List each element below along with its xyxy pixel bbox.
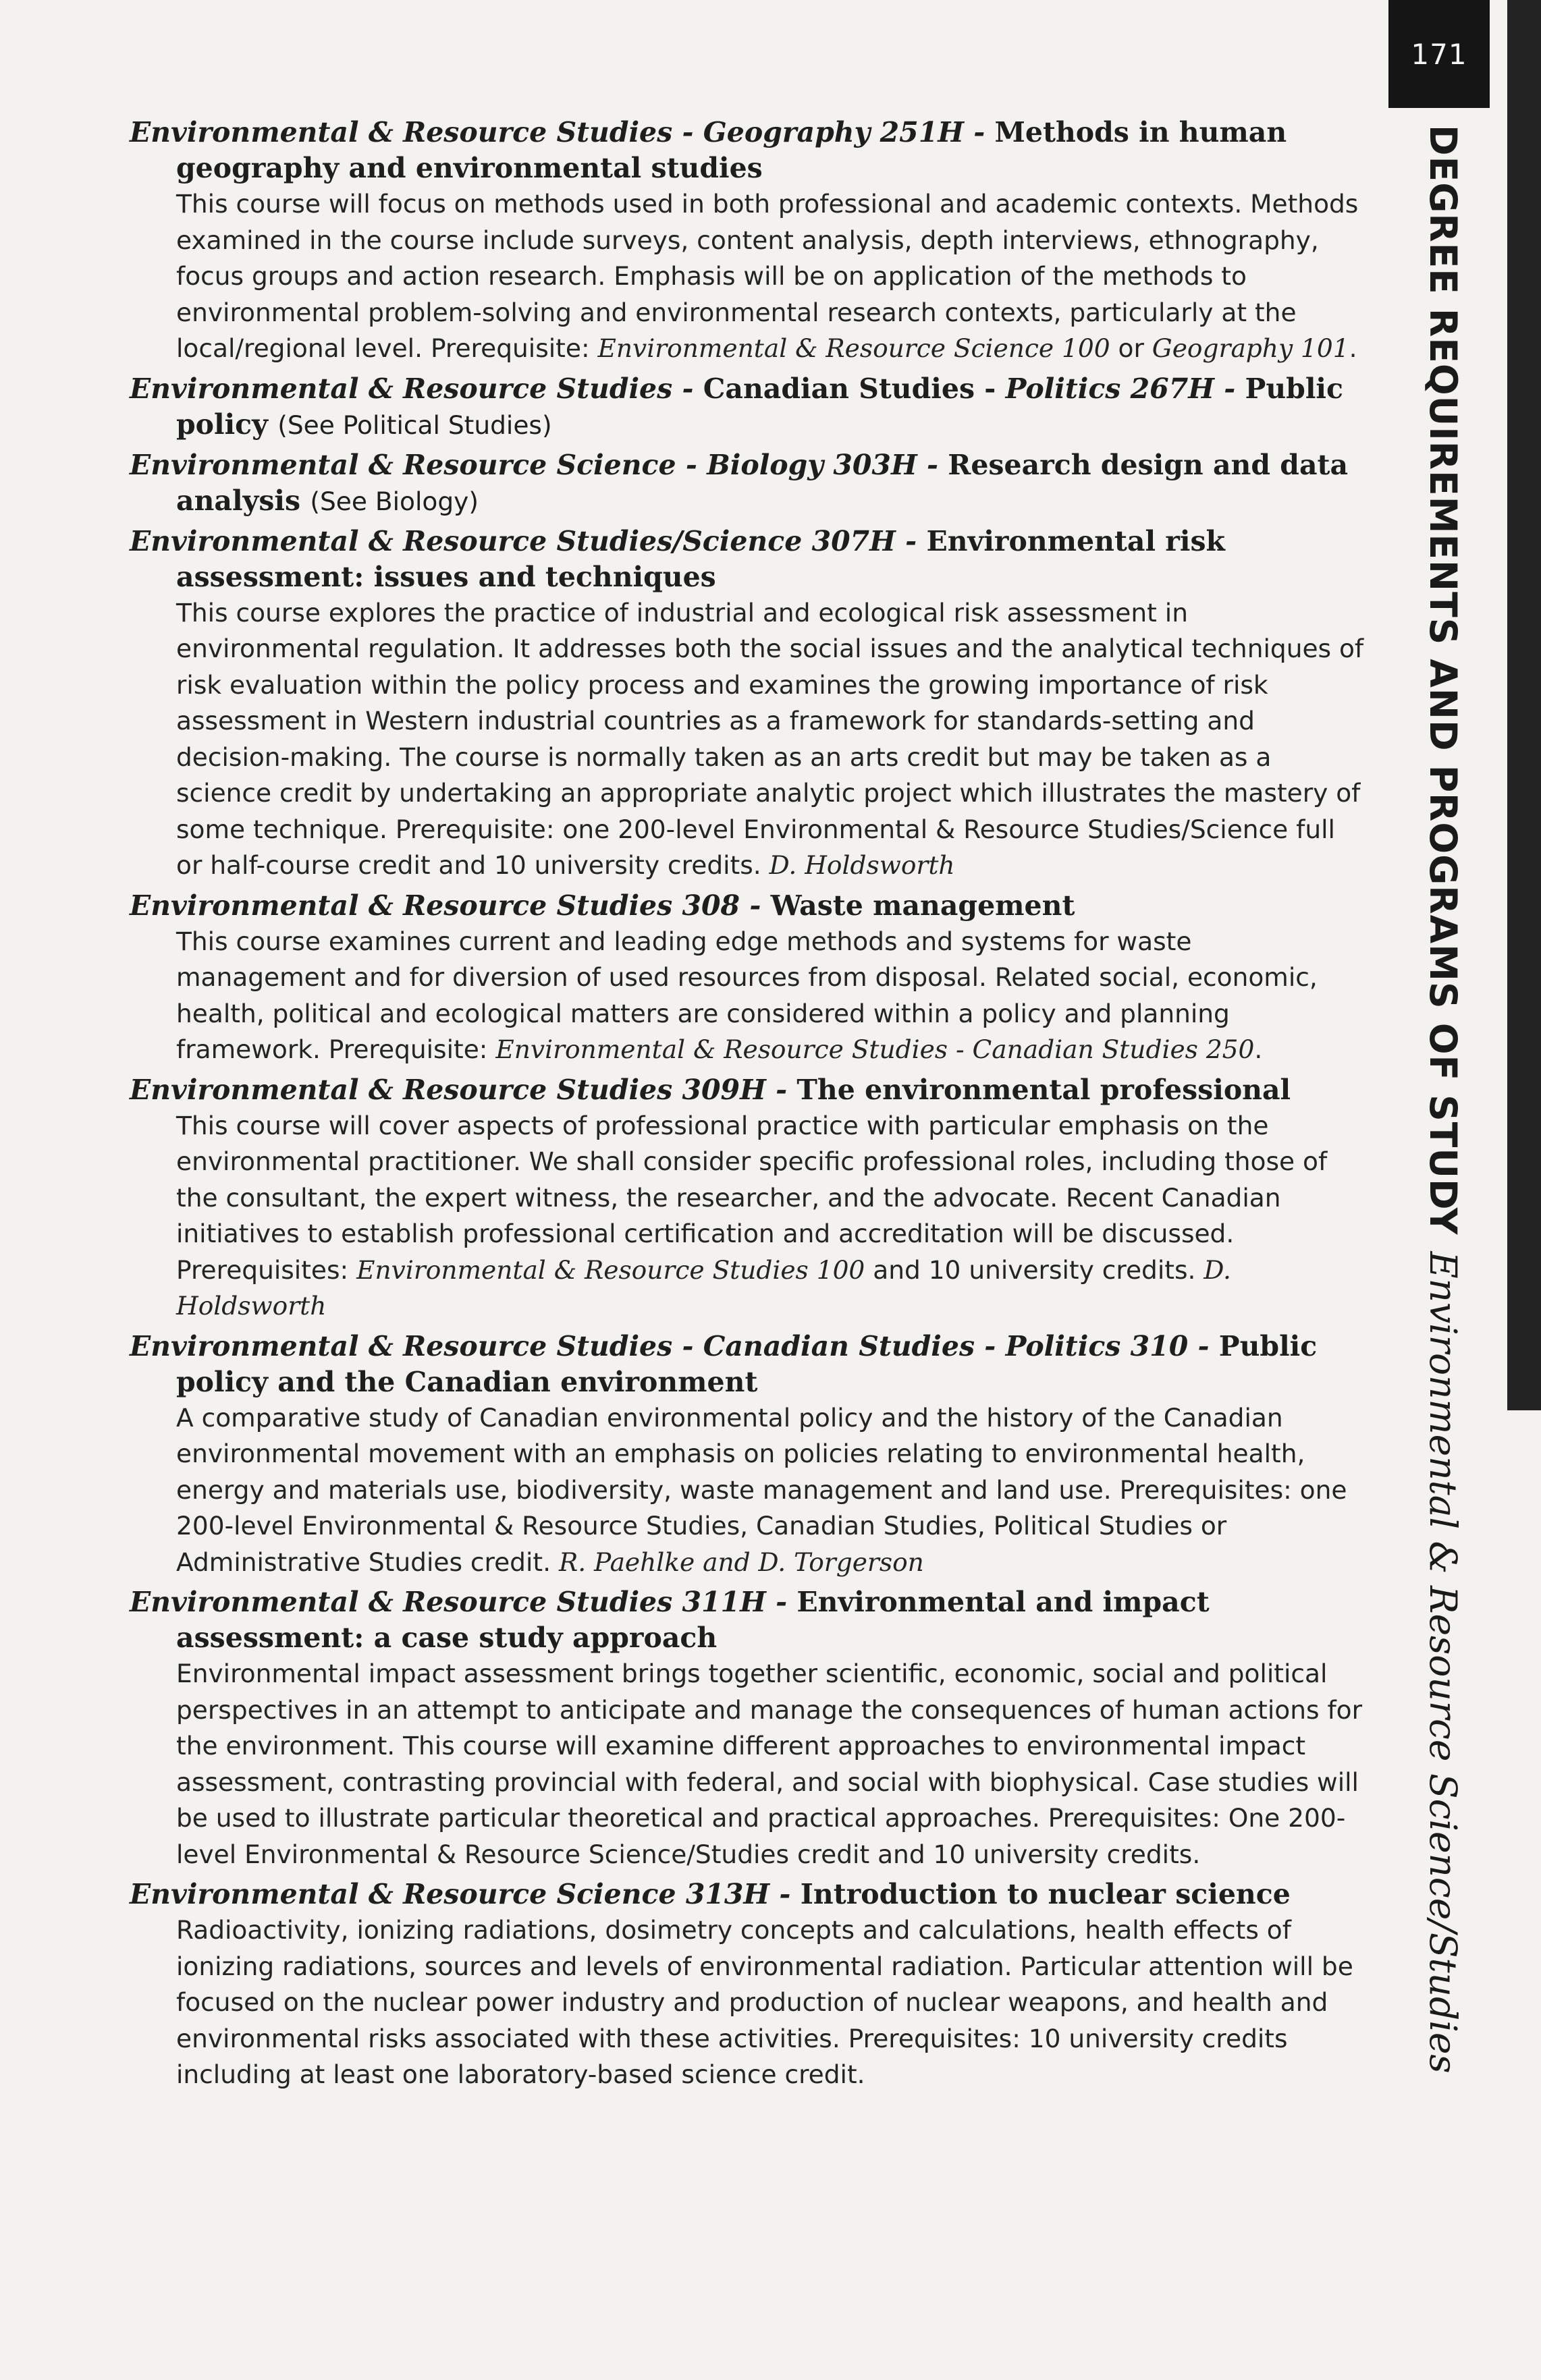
course-entry: [130, 115, 1365, 367]
course-description: [130, 1108, 1365, 1325]
course-title: The environmental professional: [796, 1073, 1291, 1106]
course-heading: [130, 1584, 1365, 1656]
course-entry: [130, 888, 1365, 1068]
see-reference: (See Biology): [310, 486, 479, 516]
course-heading: [130, 371, 1365, 443]
description-italic: Geography 101: [1152, 333, 1349, 363]
description-text: .: [1349, 333, 1357, 363]
course-code: Environmental & Resource Studies 311H -: [130, 1586, 797, 1618]
description-text: or: [1110, 333, 1152, 363]
course-code: Environmental & Resource Science 313H -: [130, 1878, 801, 1910]
course-description: [130, 595, 1365, 884]
page-number: 171: [1411, 37, 1467, 71]
course-title: Public policy and the Canadian environment: [176, 1329, 1318, 1398]
course-entry: [130, 524, 1365, 884]
course-title: Public policy: [176, 372, 1343, 441]
description-italic: Environmental & Resource Science 100: [597, 333, 1110, 363]
running-head-text: [1422, 125, 1465, 2074]
course-heading: [130, 888, 1365, 924]
course-entry: [130, 447, 1365, 520]
description-text: This course explores the practice of industrial and ecological risk assessment in environmental regulation. It addresses both the social issues and the analytical techniques of risk evaluation within the policy process and examines the growing importance of risk assessment in Western industrial countries as a framework for standards-setting and decision-making. The course is normally taken as an arts credit but may be taken as a science credit by undertaking an appropriate analytic project which illustrates the mastery of some technique. Prerequisite: one 200-level Environmental & Resource Studies/Science full or half-course credit and 10 university credits.: [176, 597, 1364, 880]
description-text: This course examines current and leading edge methods and systems for waste management and for diversion of used resources from disposal. Related social, economic, health, political and ecological matters are considered within a policy and planning framework. Prerequisite:: [176, 926, 1318, 1064]
description-italic: Environmental & Resource Studies - Canadian Studies 250: [495, 1034, 1255, 1064]
course-code-upright: Canadian Studies -: [703, 372, 1006, 405]
course-description: [130, 924, 1365, 1068]
course-title: Environmental and impact assessment: a case study approach: [176, 1586, 1210, 1654]
course-heading: [130, 115, 1365, 186]
description-italic: D. Holdsworth: [769, 850, 955, 880]
course-entry: [130, 1329, 1365, 1581]
course-heading: [130, 1329, 1365, 1400]
course-title: Waste management: [770, 889, 1075, 922]
course-title: Methods in human geography and environmental studies: [176, 116, 1287, 184]
course-heading: [130, 447, 1365, 520]
course-description: [130, 186, 1365, 367]
see-reference: (See Political Studies): [277, 410, 552, 440]
description-text: This course will cover aspects of professional practice with particular emphasis on the environmental practitioner. We shall consider specific professional roles, including those of the consultant, the expert witness, the researcher, and the advocate. Recent Canadian initiatives to establish professional certification and accreditation will be discussed. Prerequisites:: [176, 1110, 1328, 1285]
description-text: Environmental impact assessment brings together scientific, economic, social and political perspectives in an attempt to anticipate and manage the consequences of human actions for the environment. This course will examine different approaches to environmental impact assessment, contrasting provincial with federal, and social with biophysical. Case studies will be used to illustrate particular theoretical and practical approaches. Prerequisites: One 200-level Environmental & Resource Science/Studies credit and 10 university credits.: [176, 1659, 1363, 1869]
course-code: Environmental & Resource Science - Biology 303H -: [130, 448, 948, 481]
course-code-2: Politics 267H -: [1005, 372, 1245, 405]
course-title: Introduction to nuclear science: [800, 1878, 1291, 1910]
course-code: Environmental & Resource Studies 309H -: [130, 1073, 797, 1106]
running-head: [1411, 125, 1471, 2074]
description-italic: Environmental & Resource Studies 100: [356, 1254, 865, 1285]
page-number-tab: [1388, 0, 1490, 108]
course-description: [130, 1912, 1365, 2093]
course-heading: [130, 1877, 1365, 1912]
running-head-main: DEGREE REQUIREMENTS AND PROGRAMS OF STUDY: [1422, 125, 1465, 1236]
course-entry: [130, 1584, 1365, 1873]
description-italic: R. Paehlke and D. Torgerson: [558, 1547, 924, 1577]
course-code: Environmental & Resource Studies 308 -: [130, 889, 771, 922]
description-text: and 10 university credits.: [865, 1254, 1204, 1285]
description-text: .: [1254, 1034, 1263, 1064]
course-entry: [130, 1877, 1365, 2093]
course-code: Environmental & Resource Studies -: [130, 372, 703, 405]
running-head-sub: Environmental & Resource Science/Studies: [1422, 1251, 1465, 2074]
course-code: Environmental & Resource Studies - Geography 251H -: [130, 116, 995, 148]
course-heading: [130, 1072, 1365, 1108]
course-listing: [130, 115, 1365, 2097]
course-entry: [130, 1072, 1365, 1325]
course-code: Environmental & Resource Studies/Science 307H -: [130, 524, 927, 557]
course-code: Environmental & Resource Studies - Canadian Studies - Politics 310 -: [130, 1329, 1219, 1362]
course-description: [130, 1400, 1365, 1581]
description-italic: D. Holdsworth: [176, 1254, 1231, 1321]
course-title: Research design and data analysis: [176, 448, 1349, 517]
course-description: [130, 1656, 1365, 1873]
course-heading: [130, 524, 1365, 595]
description-text: A comparative study of Canadian environmental policy and the history of the Canadian environmental movement with an emphasis on policies relating to environmental health, energy and materials use, biodiversity, waste management and land use. Prerequisites: one 200-level Environmental & Resource Studies, Canadian Studies, Political Studies or Administrative Studies credit.: [176, 1402, 1347, 1577]
description-text: This course will focus on methods used in both professional and academic contexts. Methods examined in the course include surveys, content analysis, depth interviews, ethnography, focus groups and action research. Emphasis will be on application of the methods to environmental problem-solving and environmental research contexts, particularly at the local/regional level. Prerequisite:: [176, 189, 1359, 363]
course-title: Environmental risk assessment: issues and techniques: [176, 524, 1225, 593]
description-text: Radioactivity, ionizing radiations, dosimetry concepts and calculations, health effects of ionizing radiations, sources and levels of environmental radiation. Particular attention will be focused on the nuclear power industry and production of nuclear weapons, and health and environmental risks associated with these activities. Prerequisites: 10 university credits including at least one laboratory-based science credit.: [176, 1915, 1353, 2089]
course-entry: [130, 371, 1365, 443]
thumb-index-strip: [1507, 0, 1541, 1410]
